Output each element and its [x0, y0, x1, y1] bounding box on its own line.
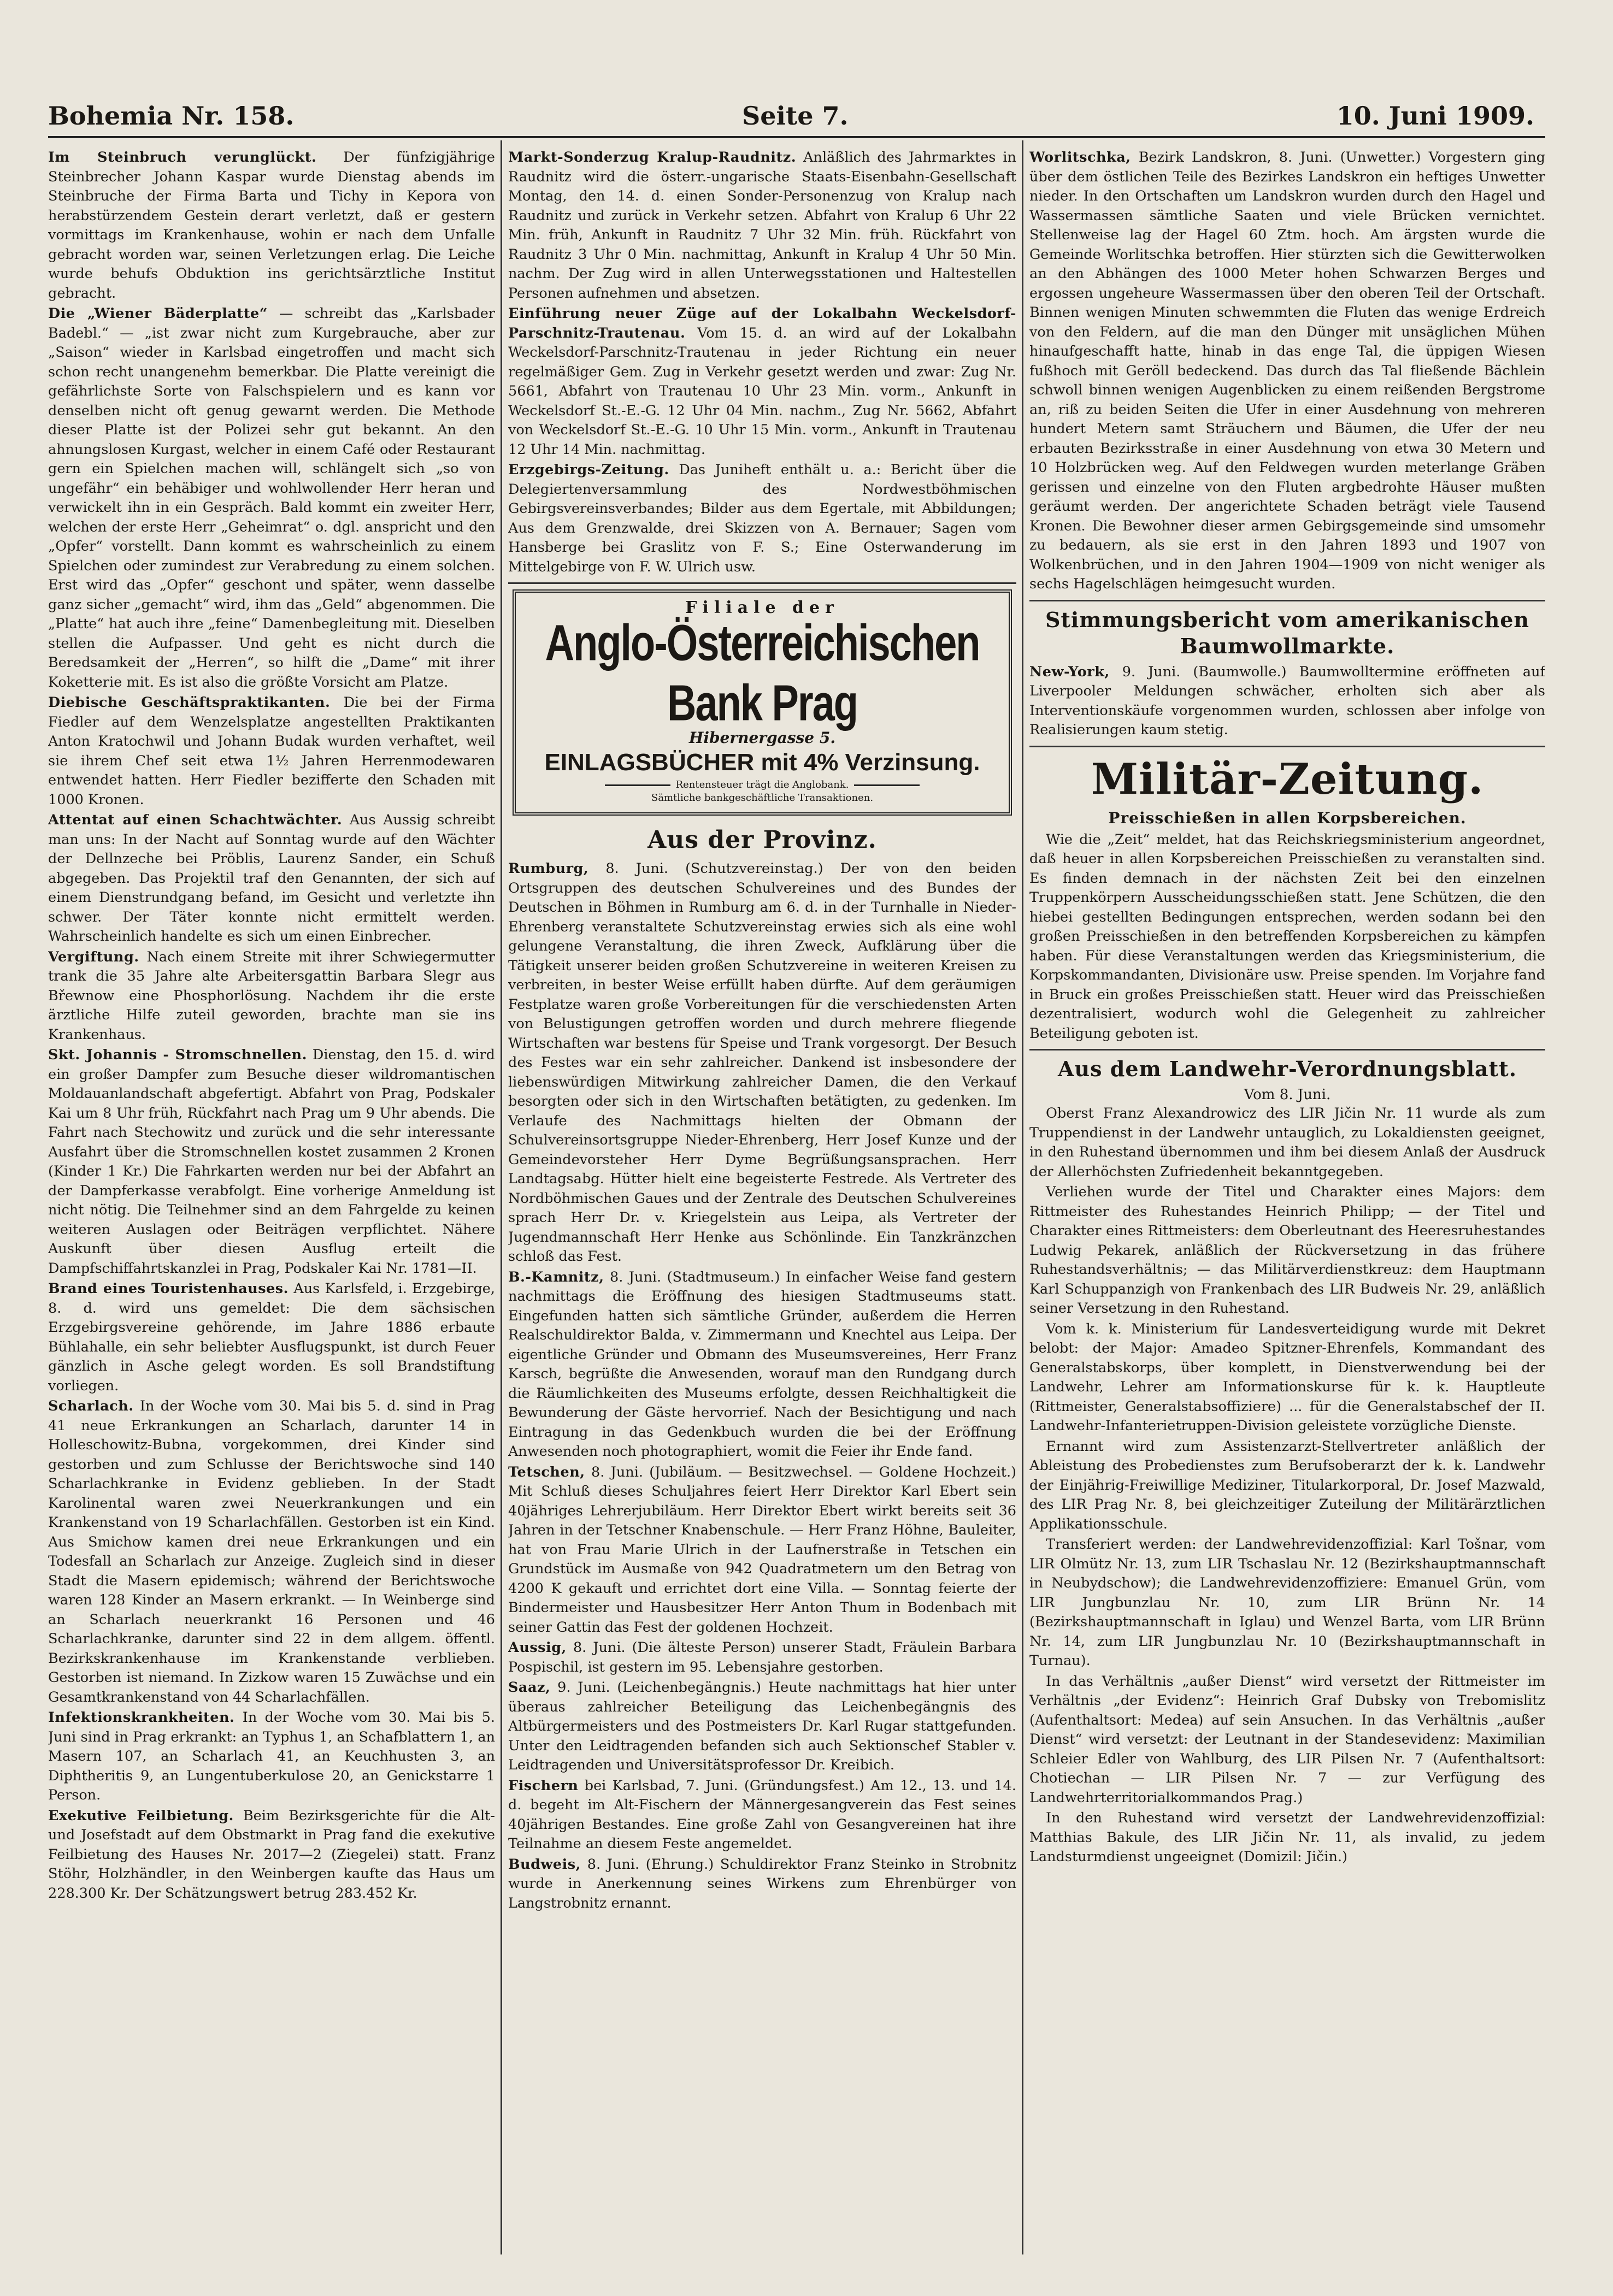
article-body: 8. Juni. (Stadtmuseum.) In einfacher Weise fand gestern nachmittags die Eröffnung des hiesigen Stadtmuseums statt. Eingefunden hatten sich sämtliche Gründer, außerdem die Herren Realschuldirektor Balda, v. Zimmermann und Knechtel aus Leipa. Der eigentliche Gründer und Obmann des Museumsvereines, Herr Franz Karsch, begrüßte die Anwesenden, worauf man den Rundgang durch die Räumlichkeiten des Museums erfolgte, dessen Reichhaltigkeit die Bewunderung der Gäste hervorrief. Nach der Besichtigung und nach Eintragung in das Gedenkbuch wurden die bei der Eröffnung Anwesenden noch photographiert, womit die Feier ihr Ende fand. [508, 1268, 1016, 1460]
article-body: Die bei der Firma Fiedler auf dem Wenzelsplatze angestellten Praktikanten Anton Kratochwil und Johann Budak wurden verhaftet, weil sie ihrem Chef seit etwa 1½ Jahren Herrenmodewaren entwendet hatten. Herr Fiedler bezifferte den Schaden mit 1000 Kronen. [48, 694, 495, 808]
column-divider-2 [1022, 140, 1023, 2254]
article-item [1029, 1183, 1545, 1319]
article-body: Anläßlich des Jahrmarktes in Raudnitz wird die österr.-ungarische Staats-Eisenbahn-Gesellschaft Montag, den 14. d. einen Sonder-Personenzug von Kralup nach Raudnitz und zurück in Verkehr setzen. Abfahrt von Kralup 6 Uhr 22 Min. früh, Ankunft in Raudnitz 7 Uhr 32 Min. früh. Rückfahrt von Raudnitz 3 Uhr 0 Min. nachmittag, Ankunft in Kralup 4 Uhr 50 Min. nachm. Der Zug wird in allen Unterwegsstationen und Haltestellen Personen aufnehmen und absetzen. [508, 149, 1016, 302]
article-headline: Scharlach. [48, 1398, 134, 1414]
article-item [1029, 1809, 1545, 1867]
section-title-military: Militär-Zeitung. [1091, 754, 1484, 804]
article-headline: Vergiftung. [48, 948, 139, 965]
separator [1029, 746, 1545, 747]
ad-branch-label: Filiale der [685, 598, 839, 617]
article-body: 8. Juni. (Schutzvereinstag.) Der von den beiden Ortsgruppen des deutschen Schulvereines und des Bundes der Deutschen in Böhmen in Rumburg am 6. d. in der Turnhalle in Nieder-Ehrenberg veranstaltete Schutzvereinstag erwies sich als eine wohl gelungene Veranstaltung, die ihren Zweck, Aufklärung über die Tätigkeit unserer beiden großen Schutzvereine in weiteren Kreisen zu verbreiten, in bester Weise erfüllt haben dürfte. Auf dem geräumigen Festplatze waren große Vorbereitungen für die verschiedensten Arten von Belustigungen getroffen worden und durch mehrere fliegende Wirtschaften war bestens für Speise und Trank vorgesorgt. Der Besuch des Festes war ein sehr zahlreicher. Dankend ist insbesondere der liebenswürdigen Mitwirkung zahlreicher Damen, die den Verkauf besorgten oder sich in den Wirtschaften betätigten, zu gedenken. Im Verlaufe des Nachmittags hielten der Obmann der Schulvereinsortsgruppe Nieder-Ehrenberg, Herr Josef Kunze und der Gemeindevorsteher Herr Dyme Begrüßungsansprachen. Herr Landtagsabg. Hütter hielt eine begeisterte Festrede. Als Vertreter des Nordböhmischen Gaues und der Zentrale des Deutschen Schulvereines sprach Herr Dr. v. Kriegelstein aus Leipa, als Vertreter der Jugendmannschaft Herr Henke aus Schönlinde. Ein Tanzkränzchen schloß das Fest. [508, 860, 1016, 1265]
article-body: Oberst Franz Alexandrowicz des LIR Jičin Nr. 11 wurde als zum Truppendienst in der Landwehr untauglich, zu Lokaldiensten geeignet, in den Ruhestand übernommen und ihm bei diesem Anlaß der Ausdruck der Allerhöchsten Zufriedenheit bekanntgegeben. [1029, 1105, 1545, 1180]
article-body: Aus Karlsfeld, i. Erzgebirge, 8. d. wird uns gemeldet: Die dem sächsischen Erzgebirgsvereine gehörende, im Jahre 1886 erbaute Bühlahalle, ein sehr beliebter Ausflugspunkt, ist durch Feuer gänzlich in Asche gelegt worden. Es soll Brandstiftung vorliegen. [48, 1280, 495, 1394]
article-item [508, 304, 1016, 459]
article-item [1029, 1672, 1545, 1808]
column-3 [1029, 148, 1545, 2257]
article-body: 8. Juni. (Ehrung.) Schuldirektor Franz Steinko in Strobnitz wurde in Anerkennung seines Wirkens zum Ehrenbürger von Langstrobnitz ernannt. [508, 1856, 1016, 1911]
article-headline: Infektionskrankheiten. [48, 1709, 235, 1726]
ad-note-1: Rentensteuer trägt die Anglobank. [521, 778, 1003, 792]
article-item [1029, 830, 1545, 1044]
article-body: Vom 15. d. an wird auf der Lokalbahn Weckelsdorf-Parschnitz-Trautenau in jeder Richtung ein neuer regelmäßiger Gem. Zug in Verkehr gesetzt werden und zwar: Zug Nr. 5661, Abfahrt von Trautenau 10 Uhr 23 Min. vorm., Ankunft in Weckelsdorf St.-E.-G. 12 Uhr 04 Min. nachm., Zug Nr. 5662, Abfahrt von Weckelsdorf St.-E.-G. 10 Uhr 15 Min. vorm., Ankunft in Trautenau 12 Uhr 14 Min. nachmittag. [508, 324, 1016, 458]
article-item [48, 1397, 495, 1707]
article-item [1029, 1320, 1545, 1436]
article-body: Vom k. k. Ministerium für Landesverteidigung wurde mit Dekret belobt: der Major: Amadeo Spitzner-Ehrenfels, Kommandant des Generalstabskorps, über komplett, in Dienstverwendung bei der Landwehr, Lehrer am Informationskurse für k. k. Hauptleute (Rittmeister, Generalstabsoffiziere) ... für die Generalstabschef der II. Landwehr-Infanterietruppen-Division geleistete vorzügliche Dienste. [1029, 1320, 1545, 1434]
article-item [508, 1638, 1016, 1677]
article-body: Der fünfzigjährige Steinbrecher Johann Kaspar wurde Dienstag abends im Steinbruche der Firma Barta und Tichy in Kepora von herabstürzendem Gestein derart verletzt, daß er gestern vormittags im Krankenhause, wohin er nach dem Unfalle gebracht worden war, seinen Verletzungen erlag. Die Leiche wurde behufs Obduktion ins gerichtsärztliche Institut gebracht. [48, 149, 495, 302]
column-1 [48, 148, 495, 2257]
landwehr-date: Vom 8. Juni. [1244, 1087, 1331, 1103]
article-item [1029, 1535, 1545, 1671]
article-item [48, 1807, 495, 1904]
section-title-cotton: Stimmungsbericht vom amerikanischen Baumwollmarkte. [1045, 607, 1530, 658]
article-headline: Aussig, [508, 1639, 567, 1656]
article-body: Bezirk Landskron, 8. Juni. (Unwetter.) Vorgestern ging über dem östlichen Teile des Bezirkes Landskron ein heftiges Unwetter nieder. In den Ortschaften um Landskron wurden durch den Hagel und Wassermassen sämtliche Saaten und viele Brücken vernichtet. Stellenweise lag der Hagel 60 Ztm. hoch. Am ärgsten wurde die Gemeinde Worlitschka betroffen. Hier stürzten sich die Gewitterwolken an den Abhängen des 1000 Meter hohen Schwarzen Berges und ergossen ungeheure Wassermassen über den oberen Teil der Ortschaft. Binnen wenigen Minuten schwemmten die Fluten das wenige Erdreich von den Feldern, auf die man den Dünger mit unsäglichen Mühen hinaufgeschafft hatte, hinab in das enge Tal, die üppigen Wiesen fußhoch mit Geröll bedeckend. Das durch das Tal fließende Bächlein schwoll binnen wenigen Augenblicken zu einem reißenden Bergstrome an, riß zu beiden Seiten die Ufer in einer Ausdehnung von mehreren hundert Metern samt Sträuchern und Bäumen, die Ufer der neu erbauten Bezirksstraße in einer Ausdehnung von etwa 30 Metern und 10 Holzbrücken weg. Auf den Feldwegen wurden meterlange Gräben gerissen und einzelne von den Fluten argbedrohte Häuser mußten geräumt werden. Der angerichtete Schaden beträgt viele Tausend Kronen. Die Bewohner dieser armen Gebirgsgemeinde sind umsomehr zu bedauern, als sie erst in den Jahren 1893 und 1907 von Wolkenbrüchen, und in den Jahren 1904—1909 von nicht weniger als sechs Hagelschlägen heimgesucht wurden. [1029, 149, 1545, 592]
article-headline: Fischern [508, 1777, 579, 1794]
article-item [48, 1279, 495, 1396]
column-2 [508, 148, 1016, 2257]
ad-address: Hibernergasse 5. [688, 729, 836, 747]
article-headline: Markt-Sonderzug Kralup-Raudnitz. [508, 149, 797, 166]
article-body: In der Woche vom 30. Mai bis 5. Juni sind in Prag erkrankt: an Typhus 1, an Schafblattern 1, an Masern 107, an Scharlach 41, an Keuchhusten 3, an Diphtheritis 9, an Lungentuberkulose 20, an Genickstarre 1 Person. [48, 1709, 495, 1803]
article-body: — schreibt das „Karlsbader Badebl.“ — „ist zwar nicht zum Kurgebrauche, aber zur „Saison“ wieder in Karlsbad eingetroffen und macht sich schon recht unangenehm bemerkbar. Die Platte vereinigt die gefährlichste Sorte von Falschspielern und es kann vor denselben nicht oft genug gewarnt werden. Die Methode dieser Platte ist der Polizei sehr gut bekannt. An den ahnungslosen Kurgast, welcher in einem Café oder Restaurant gern ein Spielchen machen will, schlängelt sich „so von ungefähr“ ein behäbiger und wohlwollender Herr heran und verwickelt ihn in ein Gespräch. Bald kommt ein zweiter Herr, welchen der erste Herr „Geheimrat“ o. dgl. anspricht und den „Opfer“ vorstellt. Dann kommt es wahrscheinlich zu einem Spielchen oder zumindest zur Verabredung zu einem solchen. Erst wird das „Opfer“ geschont und später, wenn dasselbe ganz sicher „gemacht“ wird, ihm das „Geld“ abgenommen. Die „Platte“ hat auch ihre „feine“ Damenbegleitung mit. Dieselben stellen die Aufpasser. Und geht es nicht durch die Beredsamkeit der „Herren“, so hilft die „Dame“ mit ihrer Koketterie mit. Es ist also die größte Vorsicht am Platze. [48, 305, 495, 690]
article-headline: Rumburg, [508, 860, 589, 877]
article-body: 8. Juni. (Die älteste Person) unserer Stadt, Fräulein Barbara Pospischil, ist gestern im 95. Lebensjahre gestorben. [508, 1639, 1016, 1675]
separator [1029, 1049, 1545, 1050]
article-headline: Die „Wiener Bäderplatte“ [48, 305, 268, 322]
article-body: In der Woche vom 30. Mai bis 5. d. sind in Prag 41 neue Erkrankungen an Scharlach, darunter 14 in Holleschowitz-Bubna, vorgekommen, drei Kinder sind gestorben und zum Schlusse der Berichtswoche sind 140 Scharlachkranke in Evidenz geblieben. In der Stadt Karolinental waren zwei Neuerkrankungen und ein Krankenstand von 19 Scharlachfällen. Gestorben ist ein Kind. Aus Smichow kamen drei neue Erkrankungen und ein Todesfall an Scharlach zur Anzeige. Zugleich sind in dieser Stadt die Masern epidemisch; während der Berichtswoche waren 128 Kinder an Masern erkrankt. — In Weinberge sind an Scharlach neuerkrankt 16 Personen und 46 Scharlachkranke, darunter sind 22 in dem allgem. öffentl. Bezirkskrankenhause im Krankenstande verblieben. Gestorben ist niemand. In Zizkow waren 15 Zuwächse und ein Gesamtkrankenstand von 44 Scharlachfällen. [48, 1398, 495, 1705]
article-item [508, 1855, 1016, 1914]
article-headline: B.-Kamnitz, [508, 1268, 604, 1285]
article-body: In das Verhältnis „außer Dienst“ wird versetzt der Rittmeister im Verhältnis „der Evidenz“: Heinrich Graf Dubsky von Trebomislitz (Aufenthaltsort: Medea) auf sein Ansuchen. In das Verhältnis „außer Dienst“ wird versetzt: der Leutnant in der Standesevidenz: Maximilian Schleier Edler von Wahlburg, des LIR Pilsen Nr. 7 (Aufenthaltsort: Chotiechan — LIR Pilsen Nr. 7 — zur Verfügung des Landwehrterritorialkommandos Prag.) [1029, 1673, 1545, 1806]
article-headline: Im Steinbruch verunglückt. [48, 149, 317, 166]
article-body: In den Ruhestand wird versetzt der Landwehrevidenzoffizial: Matthias Bakule, des LIR Jičin Nr. 11, als invalid, zu jedem Landsturmdienst ungeeignet (Domizil: Jičin.) [1029, 1810, 1545, 1865]
ad-offer: EINLAGSBÜCHER mit 4% Verzinsung. [544, 749, 980, 776]
column-divider-1 [501, 140, 502, 2254]
bank-advertisement [513, 589, 1012, 816]
article-body: Beim Bezirksgerichte für die Alt- und Josefstadt auf dem Obstmarkt in Prag fand die exekutive Feilbietung des Hauses Nr. 2017—2 (Ziegelei) statt. Franz Stöhr, Holzhändler, in den Weinbergen kaufte das Haus um 228.300 Kr. Der Schätzungswert betrug 283.452 Kr. [48, 1807, 495, 1902]
article-item [1029, 148, 1545, 594]
section-title-landwehr: Aus dem Landwehr-Verordnungsblatt. [1058, 1056, 1517, 1081]
newspaper-page [48, 96, 1556, 2259]
article-body: Nach einem Streite mit ihrer Schwiegermutter trank die 35 Jahre alte Arbeitersgattin Barbara Slegr aus Břewnow eine Phosphorlösung. Nachdem ihr die erste ärztliche Hilfe zuteil geworden, brachte man sie ins Krankenhaus. [48, 948, 495, 1043]
article-body: 8. Juni. (Jubiläum. — Besitzwechsel. — Goldene Hochzeit.) Mit Schluß dieses Schuljahres feiert Herr Direktor Karl Ebert sein 40jähriges Lehrerjubiläum. Herr Direktor Ebert wirkt bereits seit 36 Jahren in der Tetschner Knabenschule. — Herr Franz Höhne, Bauleiter, hat von Frau Marie Ulrich in der Laufnerstraße in Tetschen ein Grundstück im Ausmaße von 942 Quadratmetern um den Betrag von 4200 K gekauft und errichtet dort eine Villa. — Sonntag feierte der Bindermeister und Hausbesitzer Herr Anton Thum in Bodenbach mit seiner Gattin das Fest der goldenen Hochzeit. [508, 1463, 1016, 1636]
article-item [48, 811, 495, 947]
separator [1029, 600, 1545, 601]
ad-note-2: Sämtliche bankgeschäftliche Transaktionen. [651, 792, 874, 804]
article-item [508, 859, 1016, 1267]
article-item [1029, 663, 1545, 740]
separator [508, 582, 1016, 584]
article-body: Ernannt wird zum Assistenzarzt-Stellvertreter anläßlich der Ableistung des Probedienstes zum Berufsoberarzt der k. k. Landwehr der Einjährig-Freiwillige Mediziner, Titularkorporal, Dr. Josef Mazwald, des LIR Prag Nr. 8, bei gleichzeitiger Zuteilung der Militärärztlichen Applikationsschule. [1029, 1438, 1545, 1532]
article-headline: Attentat auf einen Schachtwächter. [48, 812, 343, 828]
article-body: Das Juniheft enthält u. a.: Bericht über die Delegiertenversammlung des Nordwestböhmischen Gebirgsvereinsverbandes; Bilder aus dem Egertale, mit Abbildungen; Aus dem Grenzwalde, drei Skizzen von A. Bernauer; Sagen vom Hansberge bei Graslitz von F. S.; Eine Osterwanderung im Mittelgebirge von F. W. Ulrich usw. [508, 462, 1016, 575]
article-headline: Skt. Johannis - Stromschnellen. [48, 1047, 307, 1063]
article-item [508, 1268, 1016, 1462]
article-body: Aus Aussig schreibt man uns: In der Nacht auf Sonntag wurde auf den Wächter der Dellnzeche bei Pröblis, Laurenz Sander, ein Schuß abgegeben. Das Projektil traf den Genannten, der sich auf einem Dienstrundgang befand, im Gesicht und verletzte ihn schwer. Der Täter konnte nicht ermittelt werden. Wahrscheinlich handelte es sich um einen Einbrecher. [48, 812, 495, 945]
article-headline: Budweis, [508, 1856, 581, 1873]
header-page-number: Seite 7. [742, 101, 849, 131]
article-headline: Brand eines Touristenhauses. [48, 1280, 289, 1297]
article-headline: Erzgebirgs-Zeitung. [508, 462, 669, 478]
article-headline: New-York, [1029, 663, 1110, 680]
article-headline: Tetschen, [508, 1463, 585, 1480]
article-item [48, 1708, 495, 1805]
article-headline: Exekutive Feilbietung. [48, 1807, 234, 1824]
article-item [48, 304, 495, 692]
military-subtitle: Preisschießen in allen Korpsbereichen. [1108, 808, 1467, 827]
article-headline: Saaz, [508, 1679, 551, 1696]
article-body: bei Karlsbad, 7. Juni. (Gründungsfest.) Am 12., 13. und 14. d. begeht im Alt-Fischern der Männergesangverein das Fest seines 40jährigen Bestandes. Eine große Zahl von Gesangvereinen hat ihre Teilnahme an diesem Feste angemeldet. [508, 1777, 1016, 1852]
article-body: Verliehen wurde der Titel und Charakter eines Majors: dem Rittmeister des Ruhestandes Heinrich Philipp; — der Titel und Charakter eines Rittmeisters: dem Oberleutnant des Heeresruhestandes Ludwig Pekarek, anläßlich der Rückversetzung in das frühere Ruhestandsverhältnis; — das Militärverdienstkreuz: dem Hauptmann Karl Schuppanzigh von Frankenbach des LIR Budweis Nr. 29, anläßlich seiner Versetzung in den Ruhestand. [1029, 1184, 1545, 1317]
article-item [508, 1463, 1016, 1638]
article-item [1029, 1104, 1545, 1182]
article-body: Dienstag, den 15. d. wird ein großer Dampfer zum Besuche dieser wildromantischen Moldauanlandschaft abgefertigt. Abfahrt von Prag, Podskaler Kai um 8 Uhr früh, Rückfahrt nach Prag um 9 Uhr abends. Die Fahrt nach Stechowitz und zurück und die sehr interessante Ausfahrt über die Stromschnellen kostet zusammen 2 Kronen (Kinder 1 Kr.) Die Fahrkarten werden nur bei der Abfahrt an der Dampferkasse verabfolgt. Eine vorherige Anmeldung ist nicht nötig. Die Teilnehmer sind an dem Fahrgelde zu keinen weiteren Auslagen oder Beiträgen verpflichtet. Nähere Auskunft über diesen Ausflug erteilt die Dampfschiffahrtskanzlei in Prag, Podskaler Kai Nr. 1781—II. [48, 1047, 495, 1277]
article-headline: Einführung neuer Züge auf der Lokalbahn Weckelsdorf-Parschnitz-Trautenau. [508, 305, 1016, 341]
header-newspaper-issue: Bohemia Nr. 158. [48, 101, 295, 131]
article-body: Transferiert werden: der Landwehrevidenzoffizial: Karl Tošnar, vom LIR Olmütz Nr. 13, zum LIR Tschaslau Nr. 12 (Bezirkshauptmannschaft in Neubydschow); die Landwehrevidenzoffiziere: Emanuel Grün, vom LIR Jungbunzlau Nr. 10, zum LIR Brünn Nr. 14 (Bezirkshauptmannschaft in Iglau) und Wenzel Barta, vom LIR Brünn Nr. 14, zum LIR Jungbunzlau Nr. 10 (Bezirkshauptmannschaft in Turnau). [1029, 1536, 1545, 1669]
article-item [48, 148, 495, 303]
page-header [48, 96, 1556, 134]
article-item [1029, 1437, 1545, 1534]
article-item [508, 1776, 1016, 1854]
article-headline: Diebische Geschäftspraktikanten. [48, 694, 331, 711]
article-item [508, 461, 1016, 577]
header-date: 10. Juni 1909. [1336, 101, 1534, 131]
article-body: 9. Juni. (Baumwolle.) Baumwolltermine eröffneten auf Liverpooler Meldungen schwächer, erholten sich aber als Interventionskäufe vorgenommen wurden, schlossen aber infolge von Realisierungen kaum stetig. [1029, 663, 1545, 738]
article-item [508, 148, 1016, 303]
section-title-province: Aus der Provinz. [647, 826, 877, 854]
article-item [48, 1046, 495, 1278]
article-item [48, 948, 495, 1045]
article-item [508, 1678, 1016, 1775]
header-rule [48, 136, 1545, 138]
article-body: 9. Juni. (Leichenbegängnis.) Heute nachmittags hat hier unter überaus zahlreicher Beteiligung das Leichenbegängnis des Altbürgermeisters und des Postmeisters Dr. Karl Rugar stattgefunden. Unter den Leidtragenden befanden sich auch Sektionschef Stabler v. Leidtragenden und Universitätsprofessor Dr. Kreibich. [508, 1679, 1016, 1773]
ad-bank-name: Anglo-Österreichischen Bank Prag [545, 614, 980, 731]
article-headline: Worlitschka, [1029, 149, 1131, 166]
article-item [48, 693, 495, 810]
article-body: Wie die „Zeit“ meldet, hat das Reichskriegsministerium angeordnet, daß heuer in allen Korpsbereichen Preisschießen zu veranstalten sind. Es finden demnach in der nächsten Zeit bei den einzelnen Truppenkörpern Ausscheidungsschießen statt. Jene Schützen, die den hiebei gestellten Bedingungen entsprechen, werden sodann bei den großen Preisschießen in den betreffenden Korpsbereichen zu kämpfen haben. Für diese Veranstaltungen werden das Kriegsministerium, die Korpskommandanten, Divisionäre usw. Preise spenden. Im Vorjahre fand in Bruck ein großes Preisschießen statt. Heuer wird das Preisschießen dezentralisiert, wodurch wohl die Gelegenheit zu zahlreicher Beteiligung geboten ist. [1029, 831, 1545, 1042]
